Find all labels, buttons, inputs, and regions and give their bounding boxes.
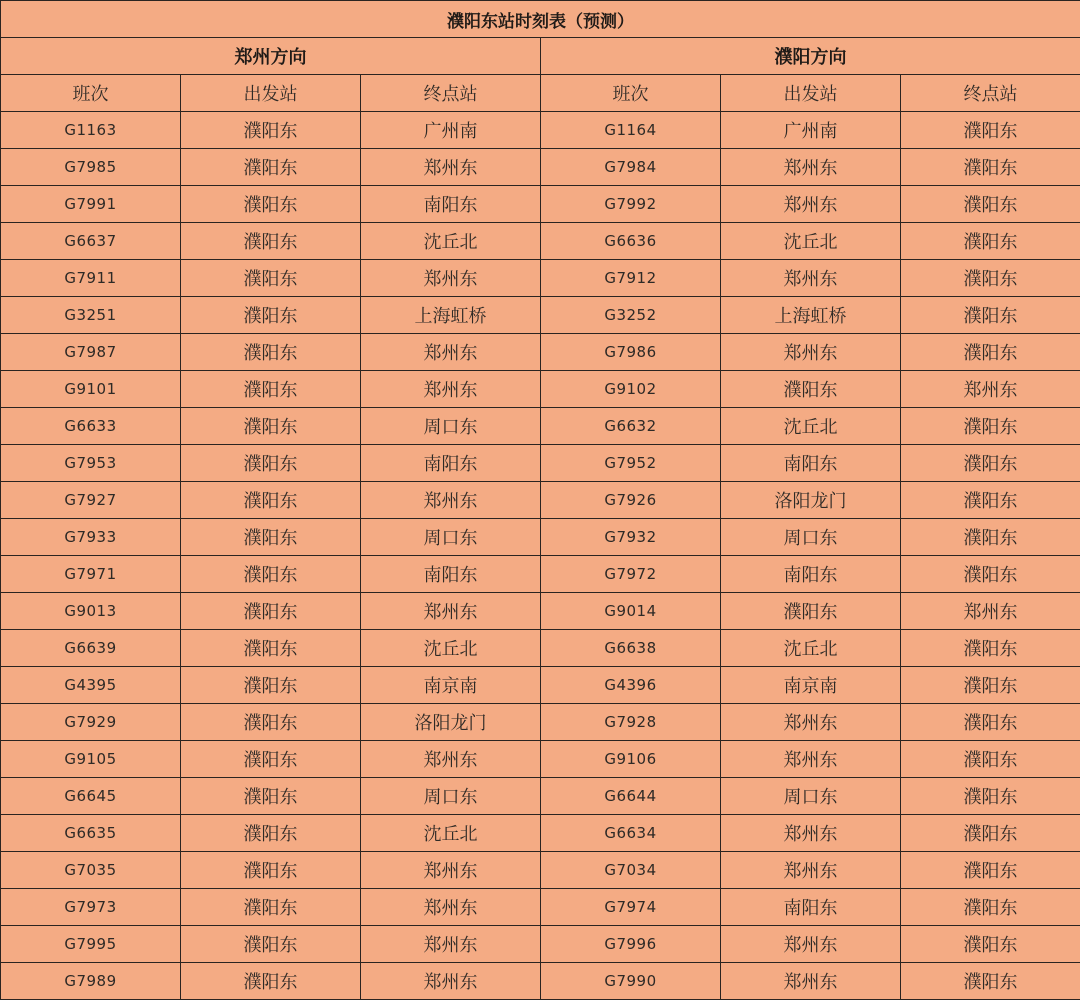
py-train-number: G6634 <box>541 815 721 852</box>
py-departure-station: 广州南 <box>721 112 901 149</box>
py-terminal-station: 濮阳东 <box>901 926 1080 963</box>
py-train-number: G9014 <box>541 593 721 630</box>
py-terminal-station: 濮阳东 <box>901 963 1080 1000</box>
zz-departure-station: 濮阳东 <box>181 889 361 926</box>
table-row <box>1 482 1080 519</box>
zz-train-number: G9105 <box>1 741 181 778</box>
zz-train-number: G6645 <box>1 778 181 815</box>
py-departure-station: 沈丘北 <box>721 630 901 667</box>
zz-train-number: G7991 <box>1 186 181 223</box>
py-terminal-station: 濮阳东 <box>901 704 1080 741</box>
zz-train-number: G7973 <box>1 889 181 926</box>
table-row <box>1 186 1080 223</box>
table-row <box>1 223 1080 260</box>
py-departure-station: 濮阳东 <box>721 593 901 630</box>
py-train-number: G7984 <box>541 149 721 186</box>
zz-train-number: G6639 <box>1 630 181 667</box>
zz-train-number: G7927 <box>1 482 181 519</box>
zz-train-number: G7929 <box>1 704 181 741</box>
py-terminal-station: 濮阳东 <box>901 260 1080 297</box>
py-train-number: G9102 <box>541 371 721 408</box>
table-row <box>1 630 1080 667</box>
table-row <box>1 408 1080 445</box>
zz-departure-station: 濮阳东 <box>181 371 361 408</box>
zz-departure-station: 濮阳东 <box>181 852 361 889</box>
py-departure-station: 郑州东 <box>721 149 901 186</box>
table-row <box>1 149 1080 186</box>
zz-train-number: G7985 <box>1 149 181 186</box>
zz-departure-station: 濮阳东 <box>181 482 361 519</box>
py-train-number: G7992 <box>541 186 721 223</box>
zz-departure-station: 濮阳东 <box>181 926 361 963</box>
zz-departure-station: 濮阳东 <box>181 704 361 741</box>
py-train-number: G7928 <box>541 704 721 741</box>
py-terminal-station: 郑州东 <box>901 593 1080 630</box>
zz-departure-station: 濮阳东 <box>181 149 361 186</box>
py-terminal-station: 濮阳东 <box>901 149 1080 186</box>
py-departure-station: 郑州东 <box>721 260 901 297</box>
table-row <box>1 852 1080 889</box>
py-departure-station: 周口东 <box>721 519 901 556</box>
py-terminal-station: 濮阳东 <box>901 482 1080 519</box>
py-terminal-station: 濮阳东 <box>901 852 1080 889</box>
zz-train-number: G3251 <box>1 297 181 334</box>
table-row <box>1 112 1080 149</box>
zz-train-number: G9101 <box>1 371 181 408</box>
py-train-number: G6644 <box>541 778 721 815</box>
table-row <box>1 815 1080 852</box>
zz-departure-station: 濮阳东 <box>181 297 361 334</box>
zz-terminal-station: 郑州东 <box>361 260 541 297</box>
py-train-number: G7974 <box>541 889 721 926</box>
zz-terminal-station: 郑州东 <box>361 741 541 778</box>
py-train-number: G4396 <box>541 667 721 704</box>
column-header-train: 班次 <box>541 75 721 112</box>
zz-departure-station: 濮阳东 <box>181 408 361 445</box>
py-departure-station: 郑州东 <box>721 963 901 1000</box>
py-terminal-station: 濮阳东 <box>901 445 1080 482</box>
table-row <box>1 889 1080 926</box>
zz-departure-station: 濮阳东 <box>181 630 361 667</box>
py-departure-station: 洛阳龙门 <box>721 482 901 519</box>
py-train-number: G6636 <box>541 223 721 260</box>
table-row <box>1 445 1080 482</box>
zz-terminal-station: 沈丘北 <box>361 630 541 667</box>
zz-terminal-station: 上海虹桥 <box>361 297 541 334</box>
zz-departure-station: 濮阳东 <box>181 815 361 852</box>
py-train-number: G7952 <box>541 445 721 482</box>
zz-train-number: G7995 <box>1 926 181 963</box>
zz-terminal-station: 广州南 <box>361 112 541 149</box>
zz-departure-station: 濮阳东 <box>181 334 361 371</box>
zz-terminal-station: 郑州东 <box>361 926 541 963</box>
zz-train-number: G6637 <box>1 223 181 260</box>
py-terminal-station: 濮阳东 <box>901 334 1080 371</box>
zz-departure-station: 濮阳东 <box>181 963 361 1000</box>
py-terminal-station: 濮阳东 <box>901 778 1080 815</box>
zz-terminal-station: 郑州东 <box>361 334 541 371</box>
zz-departure-station: 濮阳东 <box>181 593 361 630</box>
zz-train-number: G7987 <box>1 334 181 371</box>
table-row <box>1 519 1080 556</box>
py-departure-station: 郑州东 <box>721 334 901 371</box>
py-departure-station: 南阳东 <box>721 889 901 926</box>
timetable-body <box>1 112 1080 1000</box>
column-header-terminal: 终点站 <box>361 75 541 112</box>
py-departure-station: 郑州东 <box>721 815 901 852</box>
py-departure-station: 沈丘北 <box>721 223 901 260</box>
py-train-number: G7986 <box>541 334 721 371</box>
py-terminal-station: 濮阳东 <box>901 223 1080 260</box>
zz-train-number: G9013 <box>1 593 181 630</box>
direction-zhengzhou: 郑州方向 <box>1 38 541 75</box>
py-departure-station: 沈丘北 <box>721 408 901 445</box>
zz-train-number: G7971 <box>1 556 181 593</box>
zz-terminal-station: 周口东 <box>361 408 541 445</box>
zz-terminal-station: 南阳东 <box>361 556 541 593</box>
py-terminal-station: 濮阳东 <box>901 815 1080 852</box>
zz-train-number: G6633 <box>1 408 181 445</box>
zz-departure-station: 濮阳东 <box>181 445 361 482</box>
zz-terminal-station: 郑州东 <box>361 593 541 630</box>
py-terminal-station: 郑州东 <box>901 371 1080 408</box>
zz-train-number: G6635 <box>1 815 181 852</box>
py-departure-station: 上海虹桥 <box>721 297 901 334</box>
zz-terminal-station: 南京南 <box>361 667 541 704</box>
zz-terminal-station: 南阳东 <box>361 445 541 482</box>
zz-departure-station: 濮阳东 <box>181 112 361 149</box>
table-row <box>1 556 1080 593</box>
column-header-departure: 出发站 <box>721 75 901 112</box>
py-train-number: G7990 <box>541 963 721 1000</box>
zz-terminal-station: 周口东 <box>361 778 541 815</box>
table-row <box>1 704 1080 741</box>
zz-departure-station: 濮阳东 <box>181 741 361 778</box>
py-terminal-station: 濮阳东 <box>901 889 1080 926</box>
zz-terminal-station: 洛阳龙门 <box>361 704 541 741</box>
zz-departure-station: 濮阳东 <box>181 667 361 704</box>
zz-departure-station: 濮阳东 <box>181 556 361 593</box>
table-row <box>1 371 1080 408</box>
py-train-number: G3252 <box>541 297 721 334</box>
py-train-number: G7912 <box>541 260 721 297</box>
py-terminal-station: 濮阳东 <box>901 519 1080 556</box>
py-departure-station: 南阳东 <box>721 445 901 482</box>
py-train-number: G7926 <box>541 482 721 519</box>
table-row <box>1 334 1080 371</box>
py-terminal-station: 濮阳东 <box>901 556 1080 593</box>
zz-terminal-station: 郑州东 <box>361 149 541 186</box>
py-terminal-station: 濮阳东 <box>901 667 1080 704</box>
zz-train-number: G4395 <box>1 667 181 704</box>
zz-terminal-station: 周口东 <box>361 519 541 556</box>
py-terminal-station: 濮阳东 <box>901 186 1080 223</box>
zz-terminal-station: 郑州东 <box>361 889 541 926</box>
py-train-number: G7034 <box>541 852 721 889</box>
py-terminal-station: 濮阳东 <box>901 741 1080 778</box>
column-header-row <box>1 75 1080 112</box>
table-row <box>1 593 1080 630</box>
zz-train-number: G7911 <box>1 260 181 297</box>
py-departure-station: 南阳东 <box>721 556 901 593</box>
py-train-number: G7996 <box>541 926 721 963</box>
table-title: 濮阳东站时刻表（预测） <box>1 1 1080 38</box>
py-train-number: G7972 <box>541 556 721 593</box>
py-departure-station: 郑州东 <box>721 704 901 741</box>
direction-puyang: 濮阳方向 <box>541 38 1080 75</box>
py-departure-station: 南京南 <box>721 667 901 704</box>
py-terminal-station: 濮阳东 <box>901 112 1080 149</box>
zz-train-number: G7035 <box>1 852 181 889</box>
column-header-train: 班次 <box>1 75 181 112</box>
py-departure-station: 濮阳东 <box>721 371 901 408</box>
zz-terminal-station: 南阳东 <box>361 186 541 223</box>
py-departure-station: 郑州东 <box>721 186 901 223</box>
zz-departure-station: 濮阳东 <box>181 223 361 260</box>
py-departure-station: 郑州东 <box>721 926 901 963</box>
zz-terminal-station: 郑州东 <box>361 963 541 1000</box>
py-terminal-station: 濮阳东 <box>901 297 1080 334</box>
zz-terminal-station: 沈丘北 <box>361 223 541 260</box>
zz-departure-station: 濮阳东 <box>181 186 361 223</box>
table-row <box>1 778 1080 815</box>
zz-terminal-station: 沈丘北 <box>361 815 541 852</box>
py-departure-station: 周口东 <box>721 778 901 815</box>
py-departure-station: 郑州东 <box>721 741 901 778</box>
py-terminal-station: 濮阳东 <box>901 408 1080 445</box>
table-row <box>1 667 1080 704</box>
py-train-number: G7932 <box>541 519 721 556</box>
zz-terminal-station: 郑州东 <box>361 482 541 519</box>
zz-train-number: G1163 <box>1 112 181 149</box>
column-header-terminal: 终点站 <box>901 75 1080 112</box>
py-departure-station: 郑州东 <box>721 852 901 889</box>
table-row <box>1 926 1080 963</box>
zz-train-number: G7953 <box>1 445 181 482</box>
py-terminal-station: 濮阳东 <box>901 630 1080 667</box>
zz-terminal-station: 郑州东 <box>361 371 541 408</box>
column-header-departure: 出发站 <box>181 75 361 112</box>
zz-departure-station: 濮阳东 <box>181 519 361 556</box>
py-train-number: G6638 <box>541 630 721 667</box>
zz-train-number: G7989 <box>1 963 181 1000</box>
table-row <box>1 260 1080 297</box>
direction-row <box>1 38 1080 75</box>
title-row <box>1 1 1080 38</box>
zz-departure-station: 濮阳东 <box>181 778 361 815</box>
table-row <box>1 741 1080 778</box>
zz-terminal-station: 郑州东 <box>361 852 541 889</box>
table-row <box>1 963 1080 1000</box>
table-row <box>1 297 1080 334</box>
py-train-number: G9106 <box>541 741 721 778</box>
zz-train-number: G7933 <box>1 519 181 556</box>
py-train-number: G6632 <box>541 408 721 445</box>
zz-departure-station: 濮阳东 <box>181 260 361 297</box>
py-train-number: G1164 <box>541 112 721 149</box>
